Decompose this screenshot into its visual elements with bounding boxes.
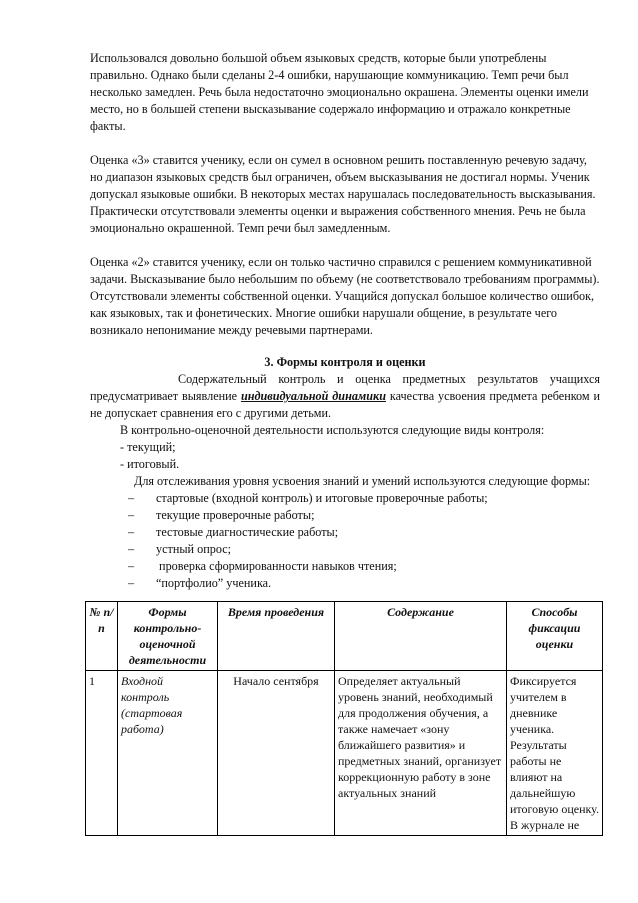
content-control-paragraph	[90, 371, 600, 422]
control-type-item: - текущий;	[120, 440, 176, 454]
dash-bullet: –	[128, 525, 135, 539]
dash-bullet: –	[128, 576, 135, 590]
intro-paragraph: Использовался довольно большой объем языковых средств, которые были употреблены правильно. Однако были сделаны 2-4 ошибки, нарушающие коммуникацию. Темп речи был несколько замедлен. Речь была недостаточно эмоционально окрашена. Элементы оценки имели место, но в большей степени высказывание содержало информацию и отражало конкретные факты.	[90, 51, 589, 133]
col-header-number: № п/п	[86, 602, 118, 671]
list-item: – тестовые диагностические работы;	[128, 525, 339, 539]
section-heading: 3. Формы контроля и оценки	[264, 355, 426, 369]
list-item: – устный опрос;	[128, 542, 232, 556]
content-para-start: Содержательный контроль и оценка предметных результатов учащихся предусматривает выявление	[90, 372, 600, 403]
individual-dynamics-emphasis: индивидуальной динамики	[240, 389, 387, 403]
dash-bullet: –	[128, 559, 135, 573]
table-row	[86, 671, 603, 836]
control-forms-table	[85, 601, 603, 836]
cell-number: 1	[86, 671, 118, 836]
cell-content: Определяет актуальный уровень знаний, необходимый для продолжения обучения, а также намечает «зону ближайшего развития» и предметных знаний, организует коррекционную работу в зоне актуальных знаний	[335, 671, 507, 836]
forms-list	[90, 490, 600, 592]
list-item: – стартовые (входной контроль) и итоговые проверочные работы;	[128, 491, 488, 505]
list-item: – проверка сформированности навыков чтения;	[128, 559, 397, 573]
grade-2-paragraph: Оценка «2» ставится ученику, если он только частично справился с решением коммуникативной задачи. Высказывание было небольшим по объему (не соответствовало требованиям программы). Отсутствовали элементы собственной оценки. Учащийся допускал большое количество ошибок, как языковых, так и фонетических. Многие ошибки нарушали общение, в результате чего возникало непонимание между речевыми партнерами.	[90, 255, 600, 337]
col-header-content: Содержание	[335, 602, 507, 671]
col-header-forms: Формы контрольно-оценочной деятельности	[118, 602, 218, 671]
col-header-fixation: Способы фиксации оценки	[507, 602, 603, 671]
cell-fixation: Фиксируется учителем в дневнике ученика. Результаты работы не влияют на дальнейшую итоговую оценку. В журнале не	[507, 671, 603, 836]
forms-intro: Для отслеживания уровня усвоения знаний и умений используются следующие формы:	[134, 474, 591, 488]
dash-bullet: –	[128, 542, 135, 556]
list-item: – текущие проверочные работы;	[128, 508, 315, 522]
cell-form: Входной контроль (стартовая работа)	[118, 671, 218, 836]
dash-bullet: –	[128, 491, 135, 505]
dash-bullet: –	[128, 508, 135, 522]
document-page	[90, 50, 600, 836]
list-item: – “портфолио” ученика.	[128, 576, 272, 590]
control-types-intro: В контрольно-оценочной деятельности используются следующие виды контроля:	[120, 423, 545, 437]
control-type-item: - итоговый.	[120, 457, 180, 471]
table-header-row	[86, 602, 603, 671]
cell-time: Начало сентября	[218, 671, 335, 836]
grade-3-paragraph: Оценка «3» ставится ученику, если он сумел в основном решить поставленную речевую задачу, но диапазон языковых средств был ограничен, объем высказывания не достигал нормы. Ученик допускал языковые ошибки. В некоторых местах нарушалась последовательность высказывания. Практически отсутствовали элементы оценки и выражения собственного мнения. Речь не была эмоционально окрашенной. Темп речи был замедленным.	[90, 153, 596, 235]
content-para-end: качества усвоения предмета ребенком и не допускает сравнения его с другими детьми.	[90, 389, 600, 420]
col-header-time: Время проведения	[218, 602, 335, 671]
